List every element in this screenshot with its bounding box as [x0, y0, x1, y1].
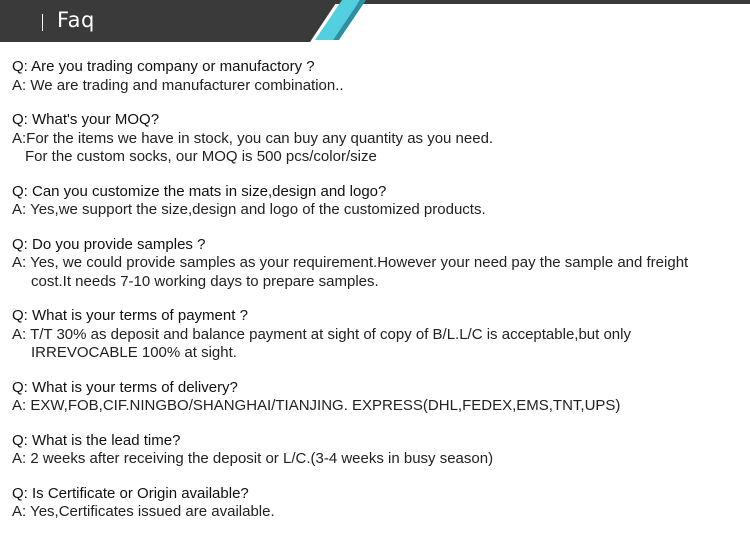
page-title: Faq — [57, 8, 95, 32]
faq-answer: A: Yes,Certificates issued are available. — [12, 503, 275, 520]
faq-item-moq — [12, 111, 742, 167]
faq-answer: A: EXW,FOB,CIF.NINGBO/SHANGHAI/TIANJING. EXPRESS(DHL,FEDEX,EMS,TNT,UPS) — [12, 397, 621, 414]
faq-item-customize — [12, 183, 742, 220]
faq-answer: A:For the items we have in stock, you can buy any quantity as you need. — [12, 129, 494, 147]
faq-item-lead-time — [12, 432, 742, 469]
faq-item-payment — [12, 307, 742, 363]
faq-question: Q: Can you customize the mats in size,design and logo? — [12, 182, 387, 200]
faq-answer-continued: cost.It needs 7-10 working days to prepare samples. — [31, 272, 379, 290]
faq-list — [12, 58, 742, 538]
faq-question: Q: Are you trading company or manufactory ? — [12, 58, 315, 75]
faq-answer: A: 2 weeks after receiving the deposit or L/C.(3-4 weeks in busy season) — [12, 450, 494, 467]
faq-question: Q: Is Certificate or Origin available? — [12, 484, 249, 502]
faq-question: Q: What is the lead time? — [12, 431, 181, 449]
faq-question: Q: Do you provide samples ? — [12, 235, 206, 253]
faq-answer-continued: IRREVOCABLE 100% at sight. — [31, 344, 237, 361]
header-divider-bar — [42, 14, 43, 31]
section-header — [0, 0, 750, 42]
faq-item-certificate — [12, 485, 742, 522]
faq-item-trading-company — [12, 58, 742, 95]
faq-question: Q: What is your terms of payment ? — [12, 307, 248, 324]
faq-answer: A: Yes,we support the size,design and logo of the customized products. — [12, 201, 486, 218]
faq-answer: A: We are trading and manufacturer combination.. — [12, 76, 344, 94]
faq-question: Q: What's your MOQ? — [12, 111, 160, 128]
faq-answer: A: T/T 30% as deposit and balance payment at sight of copy of B/L.L/C is acceptable,but only — [12, 325, 631, 343]
faq-answer-continued: For the custom socks, our MOQ is 500 pcs/color/size — [25, 148, 377, 165]
faq-item-delivery — [12, 379, 742, 416]
faq-item-samples — [12, 236, 742, 292]
faq-answer: A: Yes, we could provide samples as your requirement.However your need pay the sample and freight — [12, 254, 689, 271]
faq-question: Q: What is your terms of delivery? — [12, 378, 238, 396]
